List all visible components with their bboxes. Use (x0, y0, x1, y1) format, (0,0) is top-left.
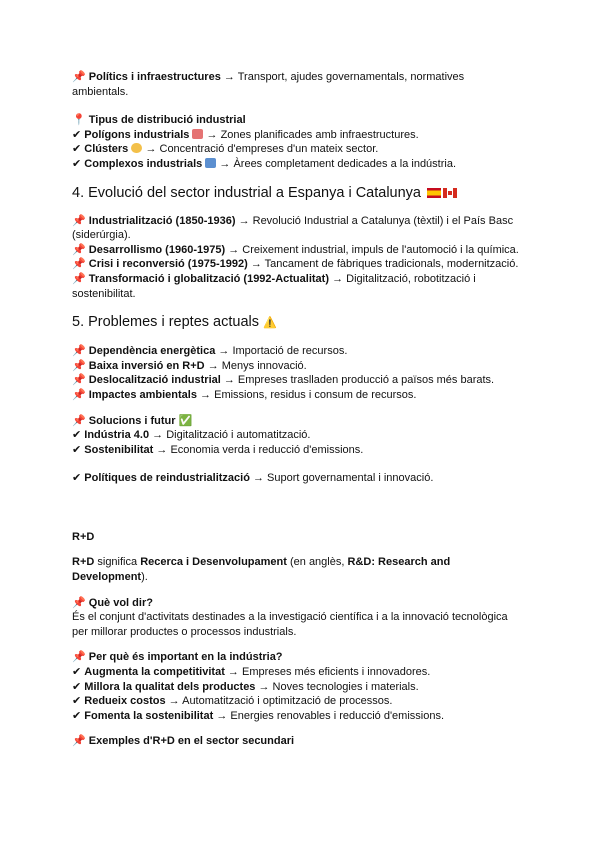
item-bold: Transformació i globalització (1992-Actualitat) (88, 272, 329, 285)
list-item (72, 388, 532, 403)
list-item (72, 344, 532, 359)
check-icon: ✔ (72, 472, 82, 485)
item-text: → Zones planificades amb infraestructures. (206, 128, 419, 141)
list-item (72, 142, 532, 157)
list-item (72, 428, 532, 443)
spain-flag-icon (427, 188, 441, 198)
list-item (72, 157, 532, 172)
item-text: → Empreses més eficients i innovadores. (227, 666, 431, 679)
list-item (72, 373, 532, 388)
item-text: → Noves tecnologies i materials. (258, 680, 419, 693)
solucions-heading (72, 414, 532, 429)
pushpin-icon: 📌 (72, 387, 86, 401)
rd-definition-cont (72, 570, 532, 585)
check-icon: ✔ (72, 128, 82, 141)
rd-def-bold: Development (72, 571, 142, 584)
rd-def-bold: R+D (72, 556, 95, 569)
item-bold: Sostenibilitat (84, 443, 154, 456)
item-bold: Crisi i reconversió (1975-1992) (88, 258, 248, 271)
important-heading-text: Per què és important en la indústria? (88, 651, 283, 664)
intro-text-cont: ambientals. (72, 85, 129, 98)
item-bold: Clústers (84, 143, 129, 156)
list-item (72, 443, 532, 458)
check-icon: ✔ (72, 157, 82, 170)
item-text: → Emissions, residus i consum de recursos. (200, 388, 417, 401)
item-bold: Impactes ambientals (88, 388, 197, 401)
que-heading (72, 596, 532, 611)
solucions-heading-text: Solucions i futur (88, 414, 176, 427)
rd-def-bold: Recerca i Desenvolupament (140, 556, 287, 569)
item-text: → Àrees completament dedicades a la indústria. (219, 157, 457, 170)
section-5-title (72, 312, 532, 333)
warning-icon: ⚠️ (263, 316, 277, 330)
rd-definition (72, 555, 532, 570)
item-bold: Augmenta la competitivitat (84, 666, 225, 679)
item-text: → Automatització i optimització de processos. (168, 695, 393, 708)
item-text: → Creixement industrial, impuls de l'automoció i la química. (228, 243, 519, 256)
list-item (72, 665, 532, 680)
item-text: → Concentració d'empreses d'un mateix sector. (145, 143, 379, 156)
item-text: → Digitalització, robotització i (332, 272, 476, 285)
rd-def-bold: R&D: Research and (347, 556, 451, 569)
item-bold: Deslocalització industrial (88, 374, 221, 387)
que-text: per millorar productes o processos industrials. (72, 625, 297, 638)
item-bold: Indústria 4.0 (84, 429, 150, 442)
rd-def-text: significa (97, 556, 138, 569)
item-text: → Revolució Industrial a Catalunya (tèxtil) i el País Basc (238, 214, 514, 227)
pushpin-icon: 📌 (72, 650, 86, 664)
pushpin-icon: 📌 (72, 344, 86, 358)
list-item (72, 243, 532, 258)
intro-item (72, 70, 532, 85)
item-text: → Digitalització i automatització. (152, 429, 311, 442)
rd-def-text: ). (141, 571, 148, 584)
item-text-cont: (siderúrgia). (72, 229, 131, 242)
item-bold: Dependència energètica (88, 345, 216, 358)
important-heading (72, 650, 532, 665)
item-text: → Energies renovables i reducció d'emissions. (216, 709, 445, 722)
item-bold: Complexos industrials (84, 157, 203, 170)
handshake-icon (131, 143, 142, 153)
rd-def-text: (en anglès, (289, 556, 345, 569)
list-item (72, 257, 532, 272)
check-icon: ✔ (72, 709, 82, 722)
factory-icon (192, 129, 203, 139)
pushpin-icon: 📌 (72, 257, 86, 271)
exemples-heading (72, 734, 532, 749)
que-heading-text: Què vol dir? (88, 596, 153, 609)
exemples-heading-text: Exemples d'R+D en el sector secundari (88, 735, 295, 748)
check-icon: ✔ (72, 666, 82, 679)
item-bold: Polítiques de reindustrialització (84, 472, 250, 485)
list-item (72, 680, 532, 695)
distribucio-heading (72, 113, 532, 128)
list-item (72, 272, 532, 287)
item-bold: Millora la qualitat dels productes (84, 680, 256, 693)
item-text: → Importació de recursos. (218, 345, 348, 358)
check-icon: ✔ (72, 429, 82, 442)
list-item (72, 694, 532, 709)
item-text-cont: sostenibilitat. (72, 287, 136, 300)
item-text: → Empreses traslladen producció a països més barats. (223, 374, 495, 387)
document-content (72, 70, 532, 749)
check-icon: ✔ (72, 695, 82, 708)
distribucio-heading-text: Tipus de distribució industrial (88, 114, 246, 127)
section-4-title (72, 183, 532, 203)
pushpin-icon: 📌 (72, 595, 86, 609)
item-bold: Desarrollismo (1960-1975) (88, 243, 226, 256)
intro-bold: Polítics i infraestructures (88, 71, 221, 83)
cityscape-icon (205, 158, 216, 168)
item-text: → Menys innovació. (207, 359, 307, 372)
check-mark-button-icon: ✅ (178, 413, 193, 427)
item-text: → Economia verda i reducció d'emissions. (156, 443, 364, 456)
item-bold: Polígons industrials (84, 128, 190, 141)
rd-heading-text: R+D (72, 530, 95, 543)
rd-heading (72, 530, 532, 545)
pushpin-icon: 📌 (72, 373, 86, 387)
que-text: És el conjunt d'activitats destinades a la investigació científica i a la innovació tecnològica (72, 611, 508, 624)
item-bold: Redueix costos (84, 695, 166, 708)
list-item (72, 128, 532, 143)
canada-flag-icon (443, 188, 457, 198)
intro-text: → Transport, ajudes governamentals, normatives (223, 71, 465, 83)
round-pushpin-icon: 📍 (72, 113, 86, 127)
check-icon: ✔ (72, 143, 82, 156)
item-bold: Fomenta la sostenibilitat (84, 709, 214, 722)
pushpin-icon: 📌 (72, 70, 86, 83)
item-bold: Baixa inversió en R+D (88, 359, 205, 372)
list-item (72, 709, 532, 724)
pushpin-icon: 📌 (72, 271, 86, 285)
section-4-title-text: 4. Evolució del sector industrial a Espanya i Catalunya (72, 184, 421, 201)
check-icon: ✔ (72, 680, 82, 693)
list-item (72, 471, 532, 486)
pushpin-icon: 📌 (72, 413, 86, 427)
pushpin-icon: 📌 (72, 213, 86, 227)
item-text: → Tancament de fàbriques tradicionals, modernització. (250, 258, 519, 271)
item-bold: Industrialització (1850-1936) (88, 214, 236, 227)
pushpin-icon: 📌 (72, 358, 86, 372)
list-item (72, 359, 532, 374)
pushpin-icon: 📌 (72, 242, 86, 256)
item-text: → Suport governamental i innovació. (253, 472, 434, 485)
pushpin-icon: 📌 (72, 734, 86, 748)
list-item (72, 214, 532, 229)
section-5-title-text: 5. Problemes i reptes actuals (72, 314, 259, 331)
check-icon: ✔ (72, 443, 82, 456)
